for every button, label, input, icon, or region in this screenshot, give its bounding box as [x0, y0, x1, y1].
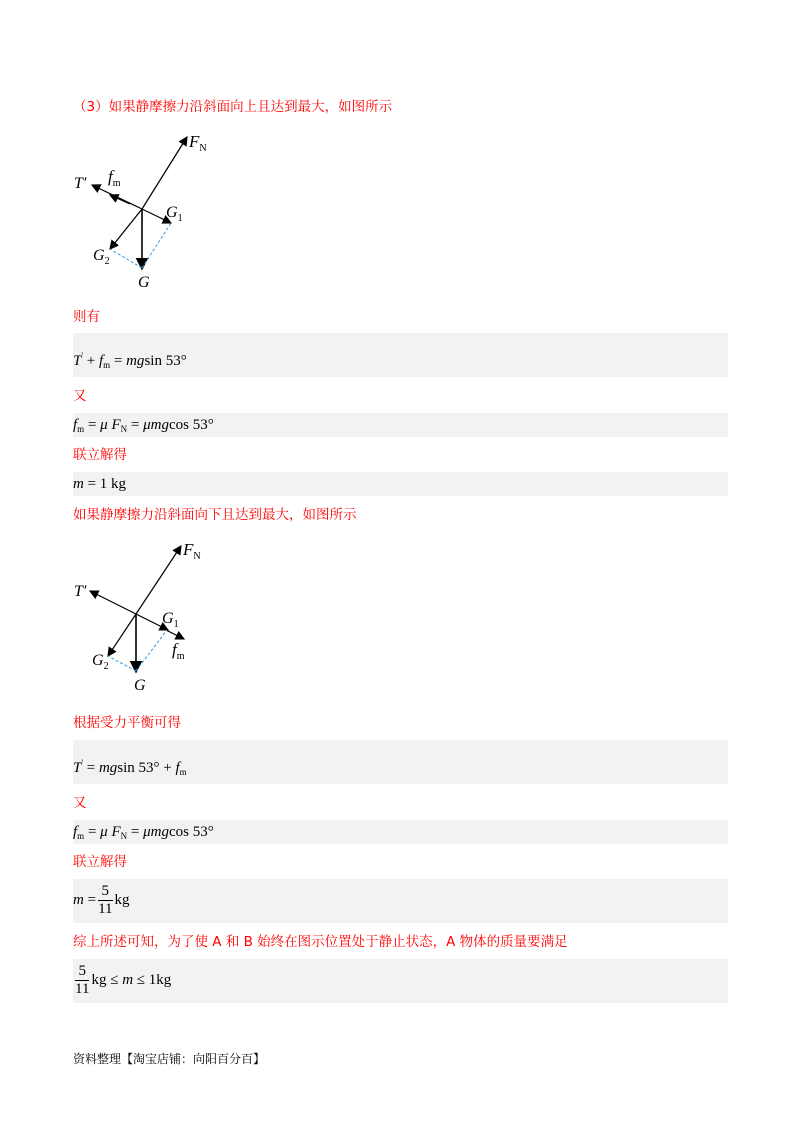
force-diagram-up: [70, 125, 250, 295]
footer: 资料整理【淘宝店铺：向阳百分百】: [73, 1052, 266, 1066]
label-T: T′: [74, 175, 87, 192]
equation-7: $\frac{5}{11}$ kg ≤ m ≤ 1kg: [75, 963, 172, 997]
conclusion: 综上所述可知，为了使 A 和 B 始终在图示位置处于静止状态，A 物体的质量要满足: [73, 934, 568, 950]
case-down-heading: 如果静摩擦力沿斜面向下且达到最大，如图所示: [73, 507, 357, 523]
label-T-2: T′: [74, 583, 87, 600]
equation-5: $f_m = \mu$ $F_N = \mu mgcos$ 53°: [73, 824, 214, 841]
label-FN-2: $F_N$: [183, 540, 201, 562]
equation-6: m = $\frac{5}{11}$ kg: [73, 883, 130, 917]
label-solve-1: 联立解得: [73, 447, 127, 463]
label-G2: $G_2$: [93, 247, 110, 267]
label-balance: 根据受力平衡可得: [73, 715, 181, 731]
force-diagram-down: [70, 538, 250, 698]
label-G: G: [138, 274, 150, 291]
label-G-2: G: [134, 677, 146, 694]
equation-box-6: [73, 879, 728, 923]
label-also-2: 又: [73, 795, 87, 811]
label-solve-2: 联立解得: [73, 854, 127, 870]
label-FN: $F_N$: [189, 132, 207, 154]
label-fm: $f_m$: [108, 167, 121, 189]
label-then: 则有: [73, 309, 100, 325]
label-also-1: 又: [73, 388, 87, 404]
equation-1: $T' + f_m = mgsin$ 53°: [73, 351, 187, 370]
equation-2: $f_m = \mu$ $F_N = \mu mgcos$ 53°: [73, 417, 214, 434]
label-fm-2: $f_m$: [172, 640, 185, 662]
case3-heading: （3）如果静摩擦力沿斜面向上且达到最大，如图所示: [73, 99, 393, 115]
equation-4: T' = mgsin $53^\circ + f_m$: [73, 758, 187, 777]
label-G1-2: $G_1$: [162, 610, 179, 630]
equation-3: m = 1 kg: [73, 476, 127, 492]
equation-box-3: [73, 472, 728, 496]
label-G1: $G_1$: [166, 204, 183, 224]
label-G2-2: $G_2$: [92, 652, 109, 672]
